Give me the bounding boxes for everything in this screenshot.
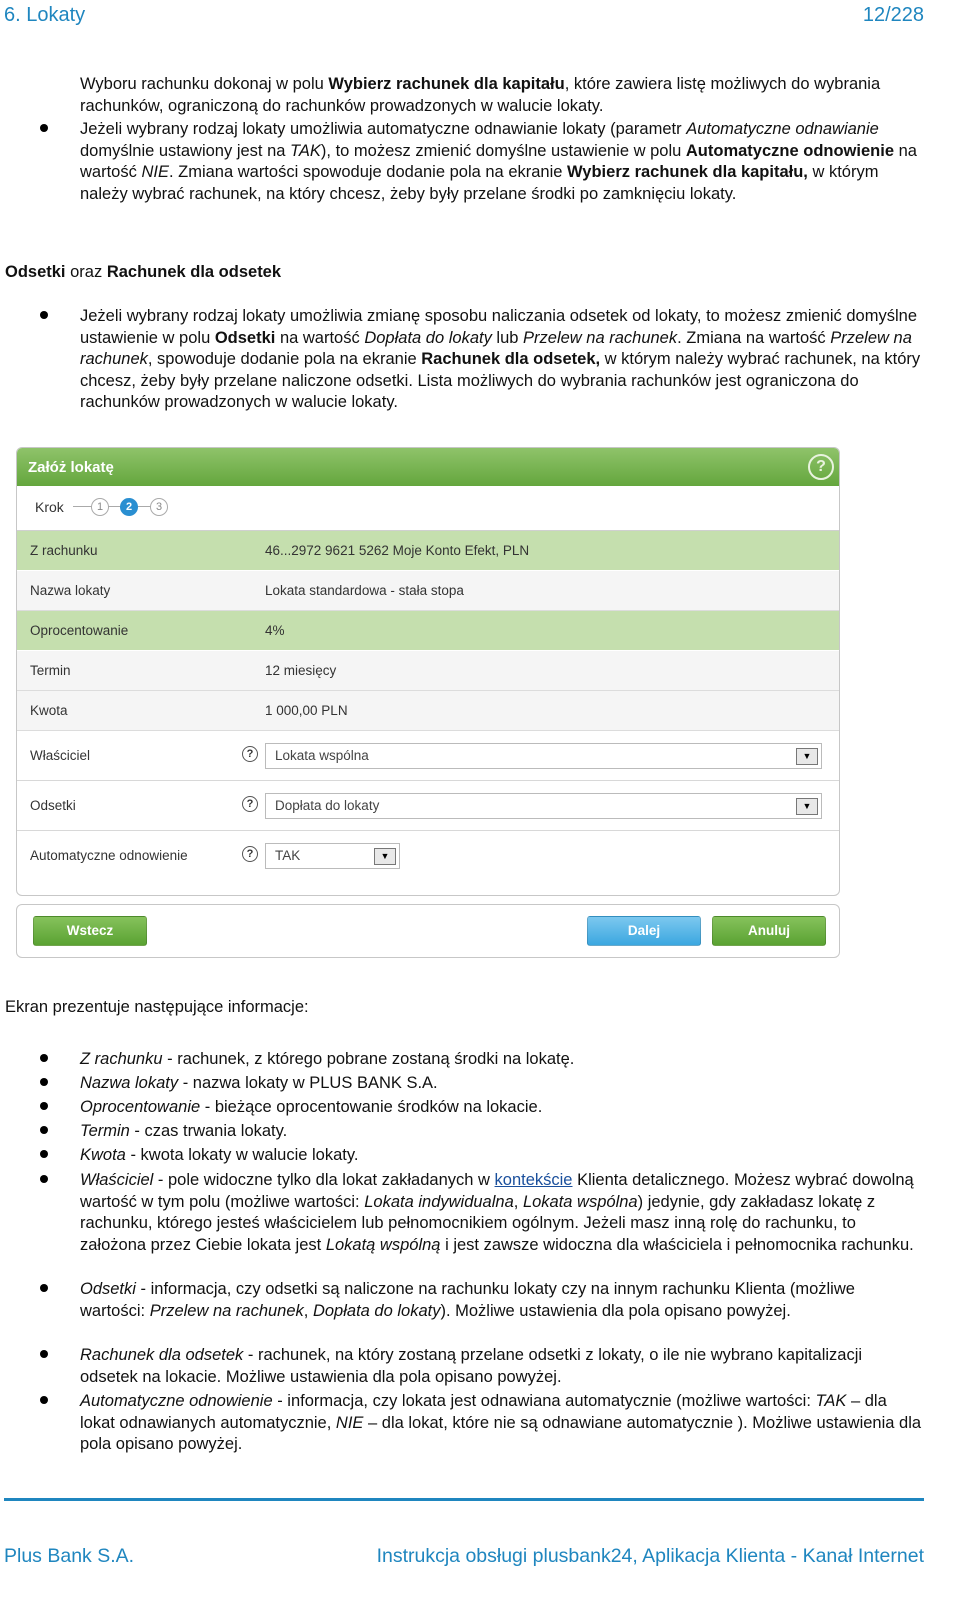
param: Automatyczne odnawianie <box>686 120 879 138</box>
value: TAK <box>290 141 321 160</box>
cancel-button[interactable]: Anuluj <box>712 916 826 946</box>
step-label: Krok <box>35 499 64 515</box>
text: w którym należy wybrać rachunek, na który chcesz, żeby były przelane naliczone odsetki. Lista możliwych do wybrania rachunków jest ograniczona do rachunków prowadzonych w walucie lokaty. <box>80 350 921 411</box>
auto-renew-select-value: TAK <box>275 848 301 863</box>
value: Dopłata do lokaty <box>312 1301 441 1320</box>
text: . Zmiana wartości spowoduje dodanie pola na ekranie <box>168 163 568 181</box>
text: , <box>513 1192 523 1211</box>
list-item <box>80 1097 924 1119</box>
label-deposit-name: Nazwa lokaty <box>30 583 111 598</box>
value-interest-rate: 4% <box>265 623 285 638</box>
bullet-icon <box>40 1150 48 1158</box>
list-item-owner <box>80 1170 924 1256</box>
text: – dla lokat, które nie są odnawiane automatycznie ). Możliwe ustawienia dla pola opisano powyżej. <box>80 1413 922 1453</box>
value: Lokatą wspólną <box>325 1235 441 1254</box>
label-interest: Odsetki <box>30 798 76 813</box>
value-from-account: 46...2972 9621 5262 Moje Konto Efekt, PLN <box>265 543 530 558</box>
text: - pole widoczne tylko dla lokat zakładanych w <box>153 1171 495 1189</box>
text: Jeżeli wybrany rodzaj lokaty umożliwia automatyczne odnawianie lokaty (parametr <box>80 120 687 138</box>
row-term <box>17 651 839 691</box>
help-icon[interactable]: ? <box>808 454 834 480</box>
chapter-title: 6. Lokaty <box>4 4 86 26</box>
value: Przelew na rachunek <box>149 1301 304 1320</box>
field-help-icon[interactable]: ? <box>242 846 258 862</box>
value: TAK <box>815 1392 847 1410</box>
list-item <box>80 1121 924 1143</box>
row-auto-renew <box>17 831 839 880</box>
text: ), to możesz zmienić domyślne ustawienie w polu <box>320 141 686 160</box>
text: - rachunek, z którego pobrane zostaną środki na lokatę. <box>162 1050 575 1068</box>
auto-renew-paragraph <box>80 119 924 205</box>
bullet-icon <box>40 1284 48 1292</box>
list-item-account <box>80 1345 924 1388</box>
label-owner: Właściciel <box>30 748 91 763</box>
bullet-icon <box>40 1350 48 1358</box>
term: Właściciel <box>80 1171 154 1189</box>
bullet-icon <box>40 124 48 132</box>
value: NIE <box>141 163 169 181</box>
page-header <box>4 4 924 28</box>
field-name: Automatyczne odnowienie <box>685 141 894 160</box>
button-bar <box>16 904 840 958</box>
list-item-interest <box>80 1279 924 1322</box>
field-name: Wybierz rachunek dla kapitału <box>328 75 565 93</box>
text: - nazwa lokaty w PLUS BANK S.A. <box>178 1074 438 1092</box>
value: Lokata wspólna <box>522 1192 638 1211</box>
step-1: 1 <box>91 498 109 516</box>
step-2-active: 2 <box>120 498 138 516</box>
label-amount: Kwota <box>30 703 68 718</box>
term: Termin <box>80 1122 130 1140</box>
heading-mid: oraz <box>65 263 107 281</box>
chevron-down-icon[interactable]: ▼ <box>796 798 818 815</box>
text: - czas trwania lokaty. <box>129 1122 288 1140</box>
field-name: Wybierz rachunek dla kapitału, <box>567 163 808 181</box>
field-name: Odsetki <box>214 328 276 347</box>
list-item-renew <box>80 1391 924 1456</box>
chevron-down-icon[interactable]: ▼ <box>796 748 818 765</box>
auto-renew-select[interactable] <box>265 843 400 869</box>
footer-title: Instrukcja obsługi plusbank24, Aplikacja Klienta - Kanał Internet <box>376 1545 924 1567</box>
list-item <box>80 1049 924 1071</box>
row-deposit-name <box>17 571 839 611</box>
text: - bieżące oprocentowanie środków na lokacie. <box>200 1098 543 1116</box>
bullet-icon <box>40 1126 48 1134</box>
text: lub <box>491 328 524 347</box>
text: , spowoduje dodanie pola na ekranie <box>147 350 422 368</box>
row-interest-rate <box>17 611 839 651</box>
step-indicator <box>17 486 839 531</box>
context-link[interactable]: kontekście <box>494 1171 573 1189</box>
text: . Zmiana na wartość <box>677 328 831 347</box>
form-header <box>17 448 839 486</box>
back-button[interactable]: Wstecz <box>33 916 147 946</box>
section-heading <box>5 262 281 283</box>
text: - rachunek, na który zostaną przelane odsetki z lokaty, o ile nie wybrano kapitalizacji odsetek na lokacie. Możliwe ustawienia dla pola opisano powyżej. <box>80 1346 863 1386</box>
text: na wartość <box>80 141 917 181</box>
text: ) jedynie, gdy zakładasz lokatę z rachunku, którego jesteś właścicielem lub pełnomocnikiem ogólnym. Jeżeli masz inną rolę do rachunku, to założona przez Ciebie lokata jest <box>80 1192 876 1254</box>
chevron-down-icon[interactable]: ▼ <box>374 848 396 865</box>
row-owner <box>17 731 839 781</box>
label-from-account: Z rachunku <box>30 543 98 558</box>
text: Wyboru rachunku dokonaj w polu <box>80 75 329 93</box>
text: na wartość <box>275 328 365 347</box>
interest-select-value: Dopłata do lokaty <box>275 798 380 813</box>
owner-select-value: Lokata wspólna <box>275 748 369 763</box>
owner-select[interactable] <box>265 743 822 769</box>
text: – dla lokat odnawianych automatycznie, <box>80 1392 887 1432</box>
heading-b1: Odsetki <box>5 263 66 281</box>
label-interest-rate: Oprocentowanie <box>30 623 129 638</box>
value-deposit-name: Lokata standardowa - stała stopa <box>265 583 464 598</box>
term: Odsetki <box>80 1280 136 1298</box>
field-help-icon[interactable]: ? <box>242 796 258 812</box>
form-title: Załóż lokatę <box>28 459 114 476</box>
heading-b2: Rachunek dla odsetek <box>106 263 282 281</box>
footer-bank: Plus Bank S.A. <box>4 1545 135 1567</box>
text: , <box>303 1301 313 1320</box>
text: , które zawiera listę możliwych do wybrania rachunków, ograniczoną do rachunków prowadzonych w walucie lokaty. <box>80 75 881 115</box>
intro-paragraph <box>80 74 924 117</box>
step-connector <box>73 506 93 507</box>
text: ). Możliwe ustawienia dla pola opisano powyżej. <box>440 1301 791 1320</box>
term: Z rachunku <box>80 1050 163 1068</box>
term: Nazwa lokaty <box>80 1074 179 1092</box>
screen-info-heading: Ekran prezentuje następujące informacje: <box>5 998 309 1016</box>
deposit-form-panel <box>16 447 840 896</box>
text: i jest zawsze widoczna dla właściciela i pełnomocnika rachunku. <box>440 1235 914 1254</box>
next-button[interactable]: Dalej <box>587 916 701 946</box>
row-interest <box>17 781 839 831</box>
text: Klienta detalicznego. Możesz wybrać dowolną wartość w tym polu (możliwe wartości: <box>80 1171 914 1211</box>
bullet-icon <box>40 1175 48 1183</box>
value: NIE <box>335 1413 364 1432</box>
field-name: Rachunek dla odsetek, <box>421 350 601 368</box>
value-term: 12 miesięcy <box>265 663 337 678</box>
bullet-icon <box>40 1078 48 1086</box>
bullet-icon <box>40 1102 48 1110</box>
interest-paragraph <box>80 306 924 414</box>
row-from-account <box>17 531 839 571</box>
text: Jeżeli wybrany rodzaj lokaty umożliwia zmianę sposobu naliczania odsetek od lokaty, to możesz zmienić domyślne ustawienie w polu <box>80 307 917 347</box>
text: w którym należy wybrać rachunek, na który chcesz, żeby były przelane środki po zamknięciu lokaty. <box>80 163 879 203</box>
page-number: 12/228 <box>862 4 924 26</box>
text: - informacja, czy lokata jest odnawiana automatycznie (możliwe wartości: <box>272 1392 816 1410</box>
label-term: Termin <box>30 663 71 678</box>
footer-divider <box>4 1498 924 1501</box>
text: - kwota lokaty w walucie lokaty. <box>125 1146 359 1164</box>
term: Oprocentowanie <box>80 1098 201 1116</box>
value: Przelew na rachunek <box>523 328 678 347</box>
text: - informacja, czy odsetki są naliczone na rachunku lokaty czy na innym rachunku Klienta (możliwe wartości: <box>80 1280 855 1320</box>
list-item <box>80 1073 924 1095</box>
bullet-icon <box>40 311 48 319</box>
value: Przelew na rachunek <box>80 328 912 368</box>
term: Rachunek dla odsetek <box>80 1346 244 1364</box>
value: Dopłata do lokaty <box>364 328 492 347</box>
value-amount: 1 000,00 PLN <box>265 703 348 718</box>
step-3: 3 <box>150 498 168 516</box>
list-item <box>80 1145 924 1167</box>
term: Kwota <box>80 1146 126 1164</box>
label-auto-renew: Automatyczne odnowienie <box>30 848 188 863</box>
field-help-icon[interactable]: ? <box>242 746 258 762</box>
interest-select[interactable] <box>265 793 822 819</box>
term: Automatyczne odnowienie <box>80 1392 273 1410</box>
bullet-icon <box>40 1054 48 1062</box>
row-amount <box>17 691 839 731</box>
bullet-icon <box>40 1396 48 1404</box>
value: Lokata indywidualna <box>364 1192 514 1211</box>
text: domyślnie ustawiony jest na <box>80 141 291 160</box>
